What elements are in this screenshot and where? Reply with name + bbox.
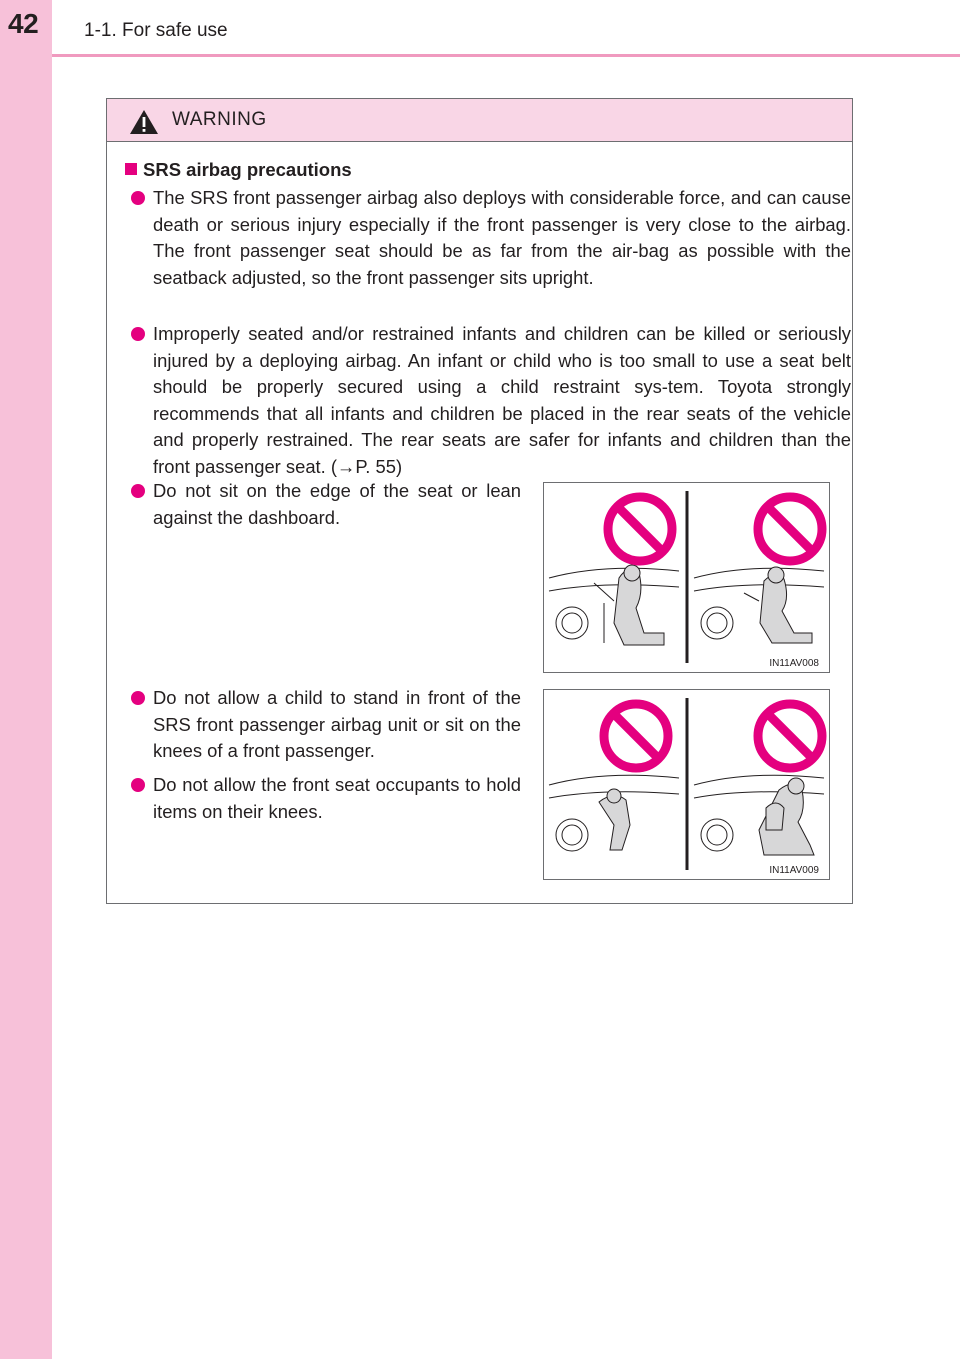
section-title: 1-1. For safe use: [84, 20, 228, 41]
bullet-item: [131, 685, 521, 765]
page-number: 42: [8, 8, 39, 39]
bullet-dot-icon: [131, 691, 145, 705]
illustration-child-front-seat: [543, 689, 830, 880]
bullet-item: [131, 478, 521, 531]
bullet-text: Improperly seated and/or restrained infants and children can be killed or seriously injured by a deploying airbag. An infant or child who is too small to use a seat belt should be properly secured using a child restraint sys-tem. Toyota strongly recommends that all infants and children be placed in the rear seats of the vehicle and properly restrained. The rear seats are safer for infants and children than the front passenger seat. (→P. 55): [153, 323, 851, 477]
bullet-dot-icon: [131, 191, 145, 205]
bullet-text: Do not allow a child to stand in front of the SRS front passenger airbag unit or sit on the knees of a front passenger.: [153, 687, 521, 762]
illustration-code: IN11AV009: [769, 865, 819, 876]
prohibited-icon: [758, 497, 822, 561]
bullet-item: [131, 772, 521, 825]
illustration-edge-of-seat: [543, 482, 830, 673]
subhead: [125, 159, 352, 181]
bullet-dot-icon: [131, 484, 145, 498]
bullet-dot-icon: [131, 327, 145, 341]
side-band: [0, 0, 52, 1359]
prohibited-icon: [608, 497, 672, 561]
warning-title: WARNING: [172, 109, 267, 130]
illustration-drawing: [544, 690, 830, 880]
illustration-drawing: [544, 483, 830, 673]
header-rule: [52, 54, 960, 57]
warning-header: [107, 99, 852, 142]
prohibited-icon: [604, 704, 668, 768]
bullet-dot-icon: [131, 778, 145, 792]
illustration-code: IN11AV008: [769, 658, 819, 669]
bullet-item: [131, 185, 851, 291]
bullet-text: The SRS front passenger airbag also deploys with considerable force, and can cause death or serious injury especially if the front passenger is very close to the airbag. The front passenger seat should be as far from the air-bag as possible with the seatback adjusted, so the front passenger sits upright.: [153, 187, 851, 288]
warning-triangle-icon: [129, 109, 159, 135]
subhead-text: SRS airbag precautions: [143, 159, 352, 180]
bullet-text: Do not sit on the edge of the seat or lean against the dashboard.: [153, 480, 521, 528]
bullet-text: Do not allow the front seat occupants to hold items on their knees.: [153, 774, 521, 822]
bullet-item: [131, 321, 851, 481]
square-bullet-icon: [125, 163, 137, 175]
prohibited-icon: [758, 704, 822, 768]
warning-box: [106, 98, 853, 904]
